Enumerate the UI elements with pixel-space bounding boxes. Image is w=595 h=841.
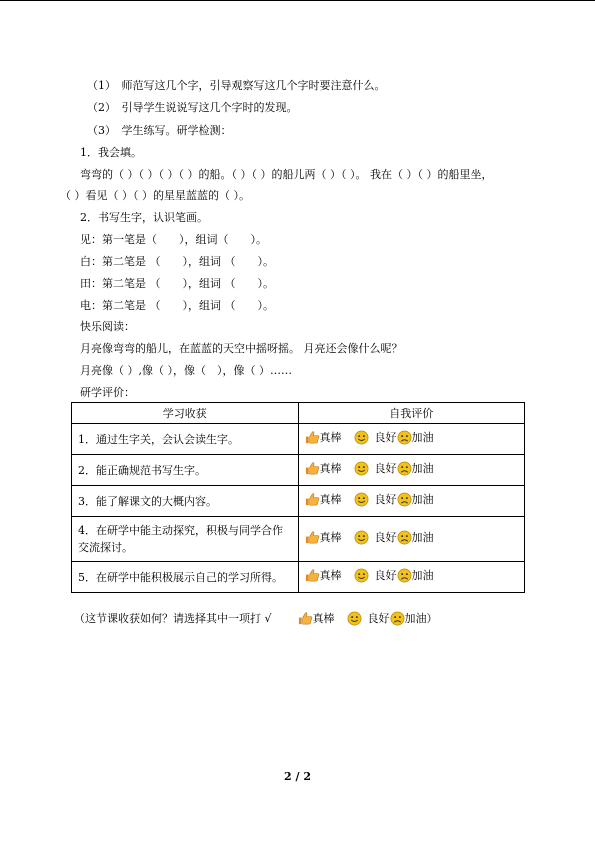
rating-options — [305, 460, 434, 477]
reading-title: 快乐阅读： — [80, 320, 135, 333]
footer-note-prefix: （这节课收获如何？请选择其中一项打 √ — [74, 611, 272, 625]
thumbs-up-icon[interactable] — [305, 530, 320, 545]
rating-options — [305, 491, 434, 508]
thumbs-up-icon[interactable] — [305, 568, 320, 583]
table-header-row — [72, 403, 525, 424]
step-1: （1） 师范写这几个字，引导观察写这几个字时要注意什么。 — [87, 79, 386, 92]
page-number: 2 / 2 — [284, 770, 311, 783]
step-3: （3） 学生练写。研学检测： — [87, 124, 232, 137]
table-row — [72, 455, 525, 486]
rating-great-label: 真棒 — [319, 430, 342, 444]
table-cell-gain: 1．通过生字关，会认会读生字。 — [72, 424, 299, 455]
footer-note — [74, 611, 438, 626]
rating-cell — [298, 517, 525, 562]
header-self-evaluation: 自我评价 — [298, 403, 525, 424]
rating-try-label: 加油 — [411, 430, 434, 444]
reading-fill: 月亮像（ ）,像（ ），像（ ），像（ ）…… — [80, 364, 292, 377]
smiley-icon[interactable] — [354, 568, 369, 583]
rating-good-label: 良好 — [374, 530, 397, 544]
sad-face-icon[interactable] — [397, 430, 412, 445]
thumbs-up-icon[interactable] — [305, 492, 320, 507]
rating-try-label: 加油 — [411, 492, 434, 506]
header-gains: 学习收获 — [72, 403, 299, 424]
table-row — [72, 424, 525, 455]
smiley-icon[interactable] — [354, 530, 369, 545]
rating-good-label: 良好 — [374, 430, 397, 444]
rating-great-label: 真棒 — [319, 568, 342, 582]
smiley-icon[interactable] — [354, 461, 369, 476]
rating-good-label: 良好 — [374, 568, 397, 582]
rating-cell — [298, 455, 525, 486]
table-row — [72, 517, 525, 562]
rating-great-label: 真棒 — [312, 611, 335, 625]
sad-face-icon[interactable] — [397, 492, 412, 507]
rating-great-label: 真棒 — [319, 530, 342, 544]
question-1-line-2: （ ）看见（ ）（ ）的星星蓝蓝的（ ）。 — [60, 189, 250, 202]
question-2-tian: 田：第二笔是 （ ），组词 （ ）。 — [80, 277, 274, 290]
sad-face-icon[interactable] — [397, 568, 412, 583]
reading-text: 月亮像弯弯的船儿，在蓝蓝的天空中摇呀摇。 月亮还会像什么呢？ — [80, 342, 403, 355]
step-2: （2） 引导学生说说写这几个字时的发现。 — [87, 101, 298, 114]
footer-note-suffix: ） — [426, 611, 438, 625]
table-cell-gain: 3．能了解课文的大概内容。 — [72, 486, 299, 517]
thumbs-up-icon[interactable] — [298, 611, 313, 626]
question-1-title: 1．我会填。 — [80, 146, 142, 159]
rating-try-label: 加油 — [404, 611, 427, 625]
sad-face-icon[interactable] — [397, 530, 412, 545]
smiley-icon[interactable] — [354, 430, 369, 445]
question-2-dian: 电：第二笔是 （ ），组词 （ ）。 — [80, 299, 274, 312]
rating-cell — [298, 486, 525, 517]
header-rule — [0, 0, 595, 1]
rating-options — [305, 529, 434, 546]
thumbs-up-icon[interactable] — [305, 430, 320, 445]
table-row — [72, 562, 525, 593]
rating-good-label: 良好 — [374, 461, 397, 475]
smiley-icon[interactable] — [347, 611, 362, 626]
sad-face-icon[interactable] — [397, 461, 412, 476]
question-2-title: 2．书写生字，认识笔画。 — [80, 211, 208, 224]
rating-options — [305, 567, 434, 584]
rating-cell — [298, 424, 525, 455]
question-1-line-1: 弯弯的（ ）（ ）（ ）（ ）的船。（ ）（ ）的船儿两（ ）（ ）。 我在（ ）（ ）的船里坐， — [80, 168, 493, 181]
rating-great-label: 真棒 — [319, 461, 342, 475]
table-cell-gain: 2．能正确规范书写生字。 — [72, 455, 299, 486]
table-cell-gain: 5．在研学中能积极展示自己的学习所得。 — [72, 562, 299, 593]
footer-rating-options — [298, 611, 427, 626]
smiley-icon[interactable] — [354, 492, 369, 507]
table-row — [72, 486, 525, 517]
rating-try-label: 加油 — [411, 530, 434, 544]
evaluation-table — [71, 402, 525, 593]
question-2-bai: 白：第二笔是 （ ），组词 （ ）。 — [80, 255, 274, 268]
table-cell-gain: 4．在研学中能主动探究，积极与同学合作交流探讨。 — [72, 517, 299, 562]
rating-good-label: 良好 — [374, 492, 397, 506]
rating-try-label: 加油 — [411, 461, 434, 475]
rating-options — [305, 429, 434, 446]
question-2-jian: 见：第一笔是（ ），组词（ ）。 — [80, 233, 267, 246]
rating-good-label: 良好 — [367, 611, 390, 625]
thumbs-up-icon[interactable] — [305, 461, 320, 476]
rating-cell — [298, 562, 525, 593]
rating-great-label: 真棒 — [319, 492, 342, 506]
rating-try-label: 加油 — [411, 568, 434, 582]
sad-face-icon[interactable] — [390, 611, 405, 626]
evaluation-title: 研学评价： — [80, 386, 135, 399]
